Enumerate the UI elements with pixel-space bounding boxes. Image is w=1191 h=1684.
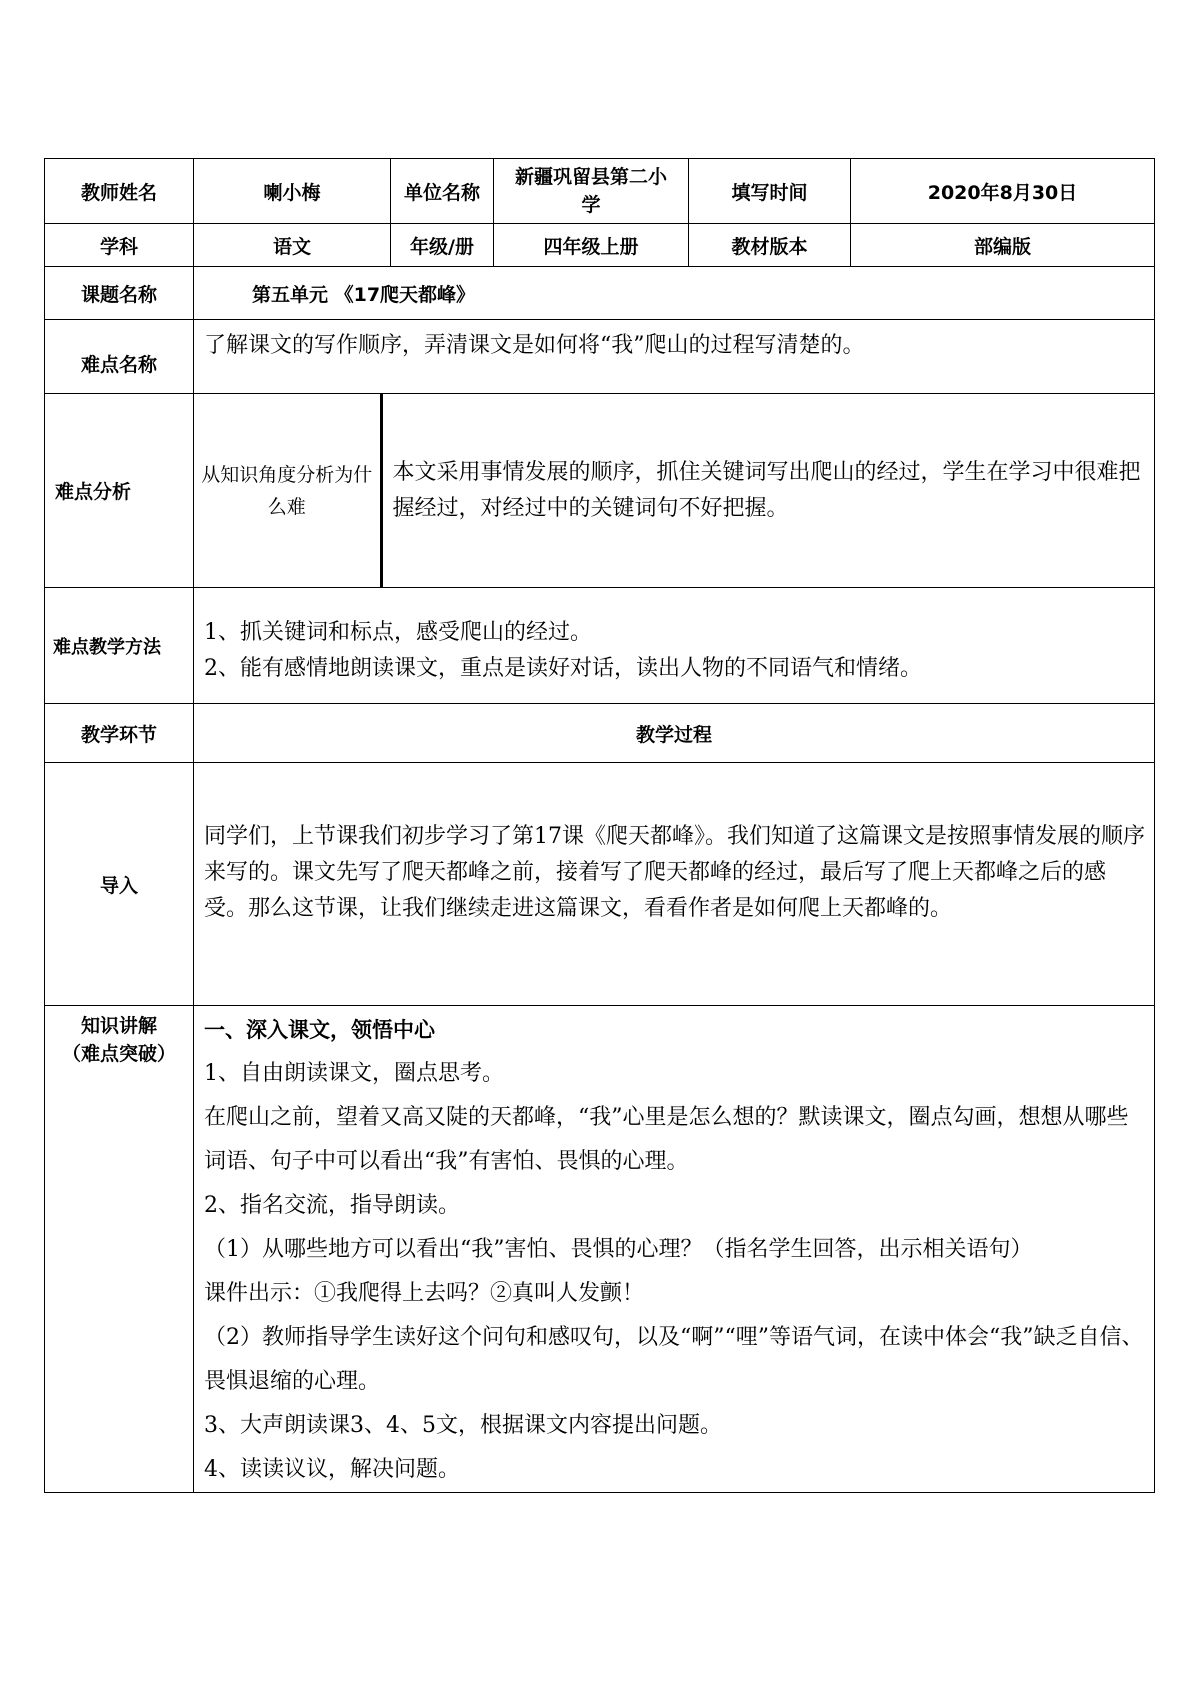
- lesson-plan-document: [44, 158, 1154, 1493]
- difficulty-value: 了解课文的写作顺序，弄清课文是如何将“我”爬山的过程写清楚的。: [194, 320, 1155, 394]
- grade-value: 四年级上册: [494, 224, 689, 267]
- knowledge-line: 2、指名交流，指导朗读。: [204, 1193, 460, 1218]
- method-item: 2、能有感情地朗读课文，重点是读好对话，读出人物的不同语气和情绪。: [204, 655, 922, 681]
- difficulty-row: [45, 320, 1155, 394]
- analysis-label: 难点分析: [45, 394, 194, 588]
- knowledge-label-line2: （难点突破）: [61, 1043, 176, 1065]
- knowledge-line: 1、自由朗读课文，圈点思考。: [204, 1061, 504, 1086]
- knowledge-label-line1: 知识讲解: [80, 1015, 157, 1037]
- date-label: 填写时间: [689, 159, 851, 224]
- process-header-row: [45, 704, 1155, 763]
- method-row: [45, 588, 1155, 704]
- knowledge-line: 课件出示：①我爬得上去吗？②真叫人发颤！: [204, 1281, 645, 1306]
- header-row-1: [45, 159, 1155, 224]
- subject-label: 学科: [45, 224, 194, 267]
- stage-header: 教学环节: [45, 704, 194, 763]
- analysis-sub-label: 从知识角度分析为什么难: [194, 394, 381, 587]
- analysis-row: [45, 394, 1155, 588]
- header-row-2: [45, 224, 1155, 267]
- grade-label: 年级/册: [391, 224, 494, 267]
- process-header: 教学过程: [194, 704, 1155, 763]
- date-value: 2020年8月30日: [851, 159, 1155, 224]
- lesson-plan-table: [44, 158, 1155, 1493]
- knowledge-row: [45, 1006, 1155, 1493]
- topic-value: 第五单元 《17爬天都峰》: [194, 267, 1155, 320]
- method-item: 1、抓关键词和标点，感受爬山的经过。: [204, 619, 592, 645]
- unit-value: 新疆巩留县第二小学: [494, 159, 689, 224]
- method-label: 难点教学方法: [45, 588, 194, 704]
- difficulty-label: 难点名称: [45, 320, 194, 394]
- edition-value: 部编版: [851, 224, 1155, 267]
- knowledge-line: 4、读读议议，解决问题。: [204, 1457, 460, 1482]
- analysis-inner-table: [194, 394, 1154, 587]
- analysis-value: 本文采用事情发展的顺序，抓住关键词写出爬山的经过，学生在学习中很难把握经过，对经过中的关键词句不好把握。: [392, 459, 1141, 521]
- unit-label: 单位名称: [391, 159, 494, 224]
- knowledge-content: [194, 1006, 1155, 1493]
- topic-label: 课题名称: [45, 267, 194, 320]
- teacher-value: 喇小梅: [194, 159, 391, 224]
- subject-value: 语文: [194, 224, 391, 267]
- topic-row: [45, 267, 1155, 320]
- intro-text: 同学们，上节课我们初步学习了第17课《爬天都峰》。我们知道了这篇课文是按照事情发展的顺序来写的。课文先写了爬天都峰之前，接着写了爬天都峰的经过，最后写了爬上天都峰之后的感受。那么这节课，让我们继续走进这篇课文，看看作者是如何爬上天都峰的。: [194, 763, 1155, 1006]
- knowledge-line: （2）教师指导学生读好这个问句和感叹句，以及“啊”“哩”等语气词，在读中体会“我”缺乏自信、畏惧退缩的心理。: [204, 1325, 1144, 1394]
- analysis-content: [194, 394, 1155, 588]
- knowledge-line: 3、大声朗读课3、4、5文，根据课文内容提出问题。: [204, 1413, 722, 1438]
- edition-label: 教材版本: [689, 224, 851, 267]
- intro-label: 导入: [45, 763, 194, 1006]
- teacher-label: 教师姓名: [45, 159, 194, 224]
- method-content: [194, 588, 1155, 704]
- knowledge-line: （1）从哪些地方可以看出“我”害怕、畏惧的心理？（指名学生回答，出示相关语句）: [204, 1237, 1033, 1262]
- knowledge-line: 在爬山之前，望着又高又陡的天都峰，“我”心里是怎么想的？默读课文，圈点勾画，想想从哪些词语、句子中可以看出“我”有害怕、畏惧的心理。: [204, 1105, 1129, 1174]
- intro-row: [45, 763, 1155, 1006]
- knowledge-label: [45, 1006, 194, 1493]
- knowledge-section-title: 一、深入课文，领悟中心: [204, 1018, 435, 1042]
